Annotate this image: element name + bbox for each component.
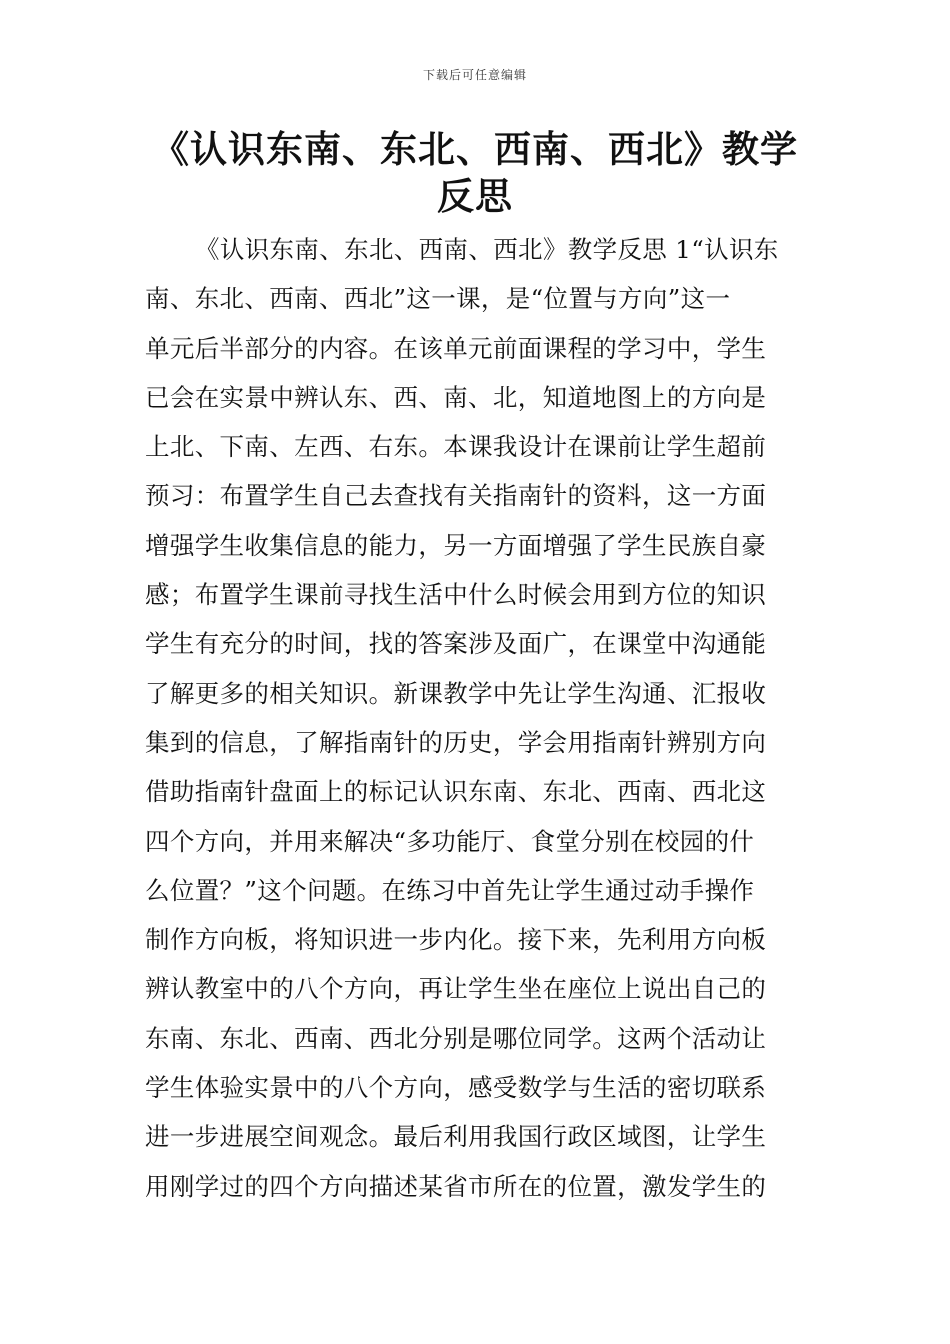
paragraph-line: 预习：布置学生自己去查找有关指南针的资料，这一方面 xyxy=(145,481,767,511)
header-note: 下载后可任意编辑 xyxy=(422,68,527,82)
paragraph-line: 单元后半部分的内容。在该单元前面课程的学习中，学生 xyxy=(145,333,767,363)
paragraph-line: 四个方向，并用来解决“多功能厅、食堂分别在校园的什 xyxy=(145,826,755,856)
paragraph-line: 制作方向板，将知识进一步内化。接下来，先利用方向板 xyxy=(145,925,767,955)
paragraph-line: 进一步进展空间观念。最后利用我国行政区域图，让学生 xyxy=(145,1122,767,1152)
body-paragraph xyxy=(145,230,807,1216)
paragraph-line: 增强学生收集信息的能力，另一方面增强了学生民族自豪 xyxy=(145,530,767,560)
paragraph-line: 《认识东南、东北、西南、西北》教学反思 1“认识东 xyxy=(195,235,779,264)
paragraph-line: 用刚学过的四个方向描述某省市所在的位置，激发学生的 xyxy=(145,1171,767,1201)
paragraph-line: 辨认教室中的八个方向，再让学生坐在座位上说出自己的 xyxy=(145,974,767,1004)
document-title: 《认识东南、东北、西南、西北》教学反思 xyxy=(152,128,798,218)
paragraph-line: 了解更多的相关知识。新课教学中先让学生沟通、汇报收 xyxy=(145,678,767,708)
paragraph-line: 已会在实景中辨认东、西、南、北，知道地图上的方向是 xyxy=(145,382,767,412)
paragraph-line: 东南、东北、西南、西北分别是哪位同学。这两个活动让 xyxy=(145,1023,767,1053)
paragraph-line: 借助指南针盘面上的标记认识东南、东北、西南、西北这 xyxy=(145,777,767,807)
paragraph-line: 上北、下南、左西、右东。本课我设计在课前让学生超前 xyxy=(145,432,767,462)
paragraph-line: 南、东北、西南、西北”这一课，是“位置与方向”这一 xyxy=(145,284,731,314)
paragraph-line: 学生体验实景中的八个方向，感受数学与生活的密切联系 xyxy=(145,1073,767,1103)
paragraph-line: 感；布置学生课前寻找生活中什么时候会用到方位的知识 xyxy=(145,580,767,610)
paragraph-line: 么位置？”这个问题。在练习中首先让学生通过动手操作 xyxy=(145,875,755,905)
paragraph-line: 集到的信息，了解指南针的历史，学会用指南针辨别方向 xyxy=(145,727,767,757)
paragraph-line: 学生有充分的时间，找的答案涉及面广，在课堂中沟通能 xyxy=(145,629,767,659)
